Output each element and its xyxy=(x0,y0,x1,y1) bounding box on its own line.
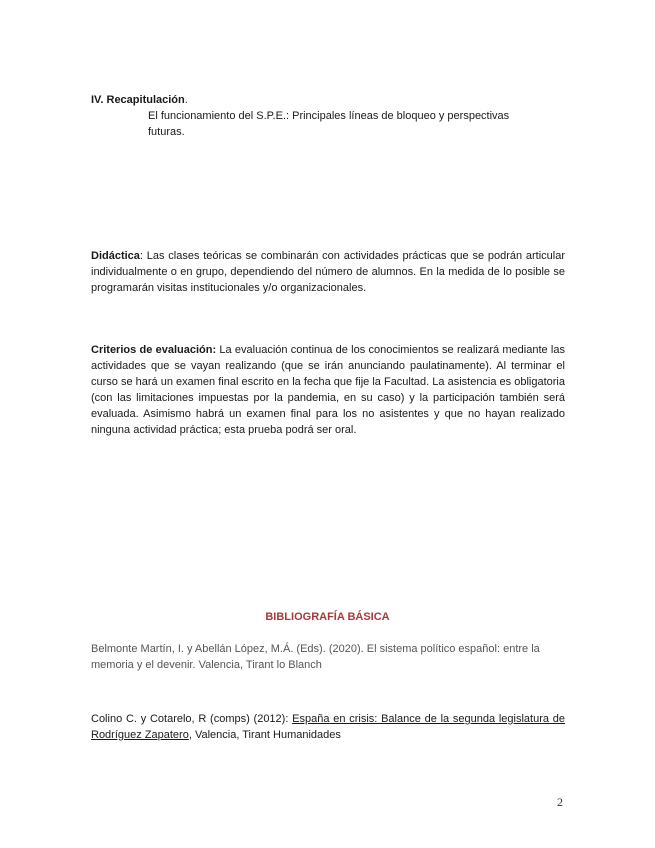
didactica-text: : Las clases teóricas se combinarán con actividades prácticas que se podrán articular individualmente o en grupo, dependiendo del número de alumnos. En la medida de lo posible se programarán visitas institucionales y/o organizacionales. xyxy=(91,250,565,294)
bibliography-entry-publisher: , Valencia, Tirant Humanidades xyxy=(188,729,341,741)
criterios-paragraph xyxy=(91,342,565,438)
bibliography-entry: Belmonte Martín, I. y Abellán López, M.Á. (Eds). (2020). El sistema político español: entre la memoria y el devenir. Valencia, Tirant lo Blanch xyxy=(91,643,540,671)
section-heading-suffix: . xyxy=(184,94,188,106)
page-number: 2 xyxy=(557,795,563,809)
bibliography-entry-authors: Colino C. y Cotarelo, R (comps) (2012): xyxy=(91,713,293,725)
section-heading xyxy=(91,92,571,108)
bibliography-title: BIBLIOGRAFÍA BÁSICA xyxy=(265,611,390,623)
didactica-label: Didáctica xyxy=(91,250,140,262)
section-subtopic: El funcionamiento del S.P.E.: Principales líneas de bloqueo y perspectivas futuras. xyxy=(148,110,510,138)
bibliography-entry-title: España en crisis: Balance de la segunda legislatura de Rodríguez Zapatero xyxy=(91,713,566,741)
section-heading-text: IV. Recapitulación xyxy=(91,94,185,106)
didactica-paragraph xyxy=(91,248,565,296)
bibliography-entry xyxy=(91,711,565,743)
criterios-label: Criterios de evaluación: xyxy=(91,344,217,356)
criterios-text: La evaluación continua de los conocimientos se realizará mediante las actividades que se vayan realizando (que se irán anunciando paulatinamente). Al terminar el curso se hará un examen final escrito en la fecha que fije la Facultad. La asistencia es obligatoria (con las limitaciones impuestas por la pandemia, en su caso) y la participación también será evaluada. Asimismo habrá un examen final para los no asistentes y que no hayan realizado ninguna actividad práctica; esta prueba podrá ser oral. xyxy=(91,344,565,436)
